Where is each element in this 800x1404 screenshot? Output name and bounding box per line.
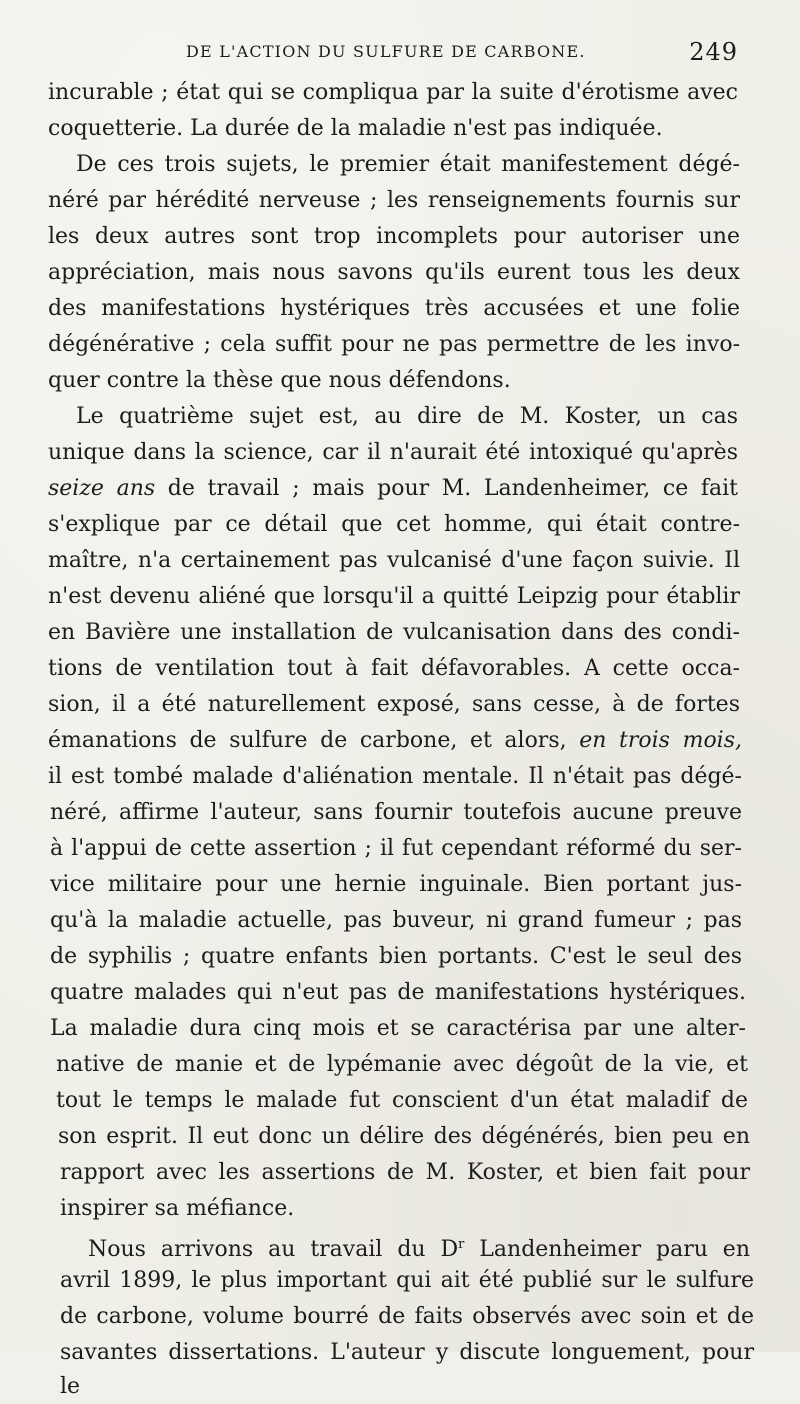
text-line: les deux autres sont trop incomplets pour autoriser une bbox=[48, 224, 740, 249]
text-line: de syphilis ; quatre enfants bien portants. C'est le seul des bbox=[50, 944, 742, 969]
text-line: avril 1899, le plus important qui ait été publié sur le sulfure bbox=[60, 1268, 754, 1293]
text-line: son esprit. Il eut donc un délire des dégénérés, bien peu en bbox=[58, 1124, 750, 1149]
text-line: tout le temps le malade fut conscient d'un état maladif de bbox=[56, 1088, 748, 1113]
line-rest: de travail ; mais pour M. Landenheimer, ce fait bbox=[155, 476, 738, 501]
text-line: tions de ventilation tout à fait défavorables. A cette occa- bbox=[48, 656, 740, 681]
text-line bbox=[88, 1228, 750, 1262]
text-line: sion, il a été naturellement exposé, sans cesse, à de fortes bbox=[48, 692, 740, 717]
text-line: néré, affirme l'auteur, sans fournir toutefois aucune preuve bbox=[50, 800, 742, 825]
text-line: unique dans la science, car il n'aurait été intoxiqué qu'après bbox=[48, 440, 738, 465]
italic-phrase: seize ans bbox=[48, 476, 156, 501]
text-line: De ces trois sujets, le premier était manifestement dégé- bbox=[76, 152, 740, 177]
text-line: incurable ; état qui se compliqua par la suite d'érotisme avec bbox=[48, 80, 738, 105]
text-line: native de manie et de lypémanie avec dégoût de la vie, et bbox=[56, 1052, 748, 1077]
text-line: néré par hérédité nerveuse ; les renseignements fournis sur bbox=[48, 188, 740, 213]
text-line: à l'appui de cette assertion ; il fut cependant réformé du ser- bbox=[50, 836, 742, 861]
text-line: vice militaire pour une hernie inguinale. Bien portant jus- bbox=[50, 872, 742, 897]
text-line: il est tombé malade d'aliénation mentale. Il n'était pas dégé- bbox=[48, 764, 742, 789]
italic-phrase: en trois mois, bbox=[579, 728, 743, 753]
text-line: inspirer sa méfiance. bbox=[60, 1196, 295, 1221]
text-line: La maladie dura cinq mois et se caractérisa par une alter- bbox=[50, 1016, 746, 1041]
text-line: en Bavière une installation de vulcanisation dans des condi- bbox=[48, 620, 740, 645]
line-rest: Landenheimer paru en bbox=[464, 1237, 750, 1262]
text-line: rapport avec les assertions de M. Koster, et bien fait pour bbox=[60, 1160, 750, 1185]
page-header bbox=[0, 38, 800, 70]
running-title: DE L'ACTION DU SULFURE DE CARBONE. bbox=[186, 42, 586, 61]
text-line: Le quatrième sujet est, au dire de M. Koster, un cas bbox=[76, 404, 738, 429]
text-line: appréciation, mais nous savons qu'ils eurent tous les deux bbox=[48, 260, 740, 285]
text-line: de carbone, volume bourré de faits observés avec soin et de bbox=[60, 1304, 754, 1329]
text-line bbox=[48, 724, 742, 758]
text-line: quer contre la thèse que nous défendons. bbox=[48, 368, 511, 393]
text-line bbox=[48, 472, 738, 506]
page-number: 249 bbox=[689, 38, 738, 66]
line-start: Nous arrivons au travail du D bbox=[88, 1237, 459, 1262]
text-line: maître, n'a certainement pas vulcanisé d'une façon suivie. Il bbox=[48, 548, 740, 573]
text-line: s'explique par ce détail que cet homme, qui était contre- bbox=[48, 512, 740, 537]
text-line: des manifestations hystériques très accusées et une folie bbox=[48, 296, 740, 321]
text-line: n'est devenu aliéné que lorsqu'il a quitté Leipzig pour établir bbox=[48, 584, 740, 609]
text-line: qu'à la maladie actuelle, pas buveur, ni grand fumeur ; pas bbox=[50, 908, 742, 933]
line-start: émanations de sulfure de carbone, et alors, bbox=[48, 728, 580, 753]
superscript: r bbox=[458, 1237, 465, 1252]
text-line: quatre malades qui n'eut pas de manifestations hystériques. bbox=[50, 980, 746, 1005]
text-line: coquetterie. La durée de la maladie n'est pas indiquée. bbox=[48, 116, 663, 141]
text-line: dégénérative ; cela suffit pour ne pas permettre de les invo- bbox=[48, 332, 740, 357]
text-line: savantes dissertations. L'auteur y discute longuement, pour le bbox=[60, 1340, 754, 1399]
